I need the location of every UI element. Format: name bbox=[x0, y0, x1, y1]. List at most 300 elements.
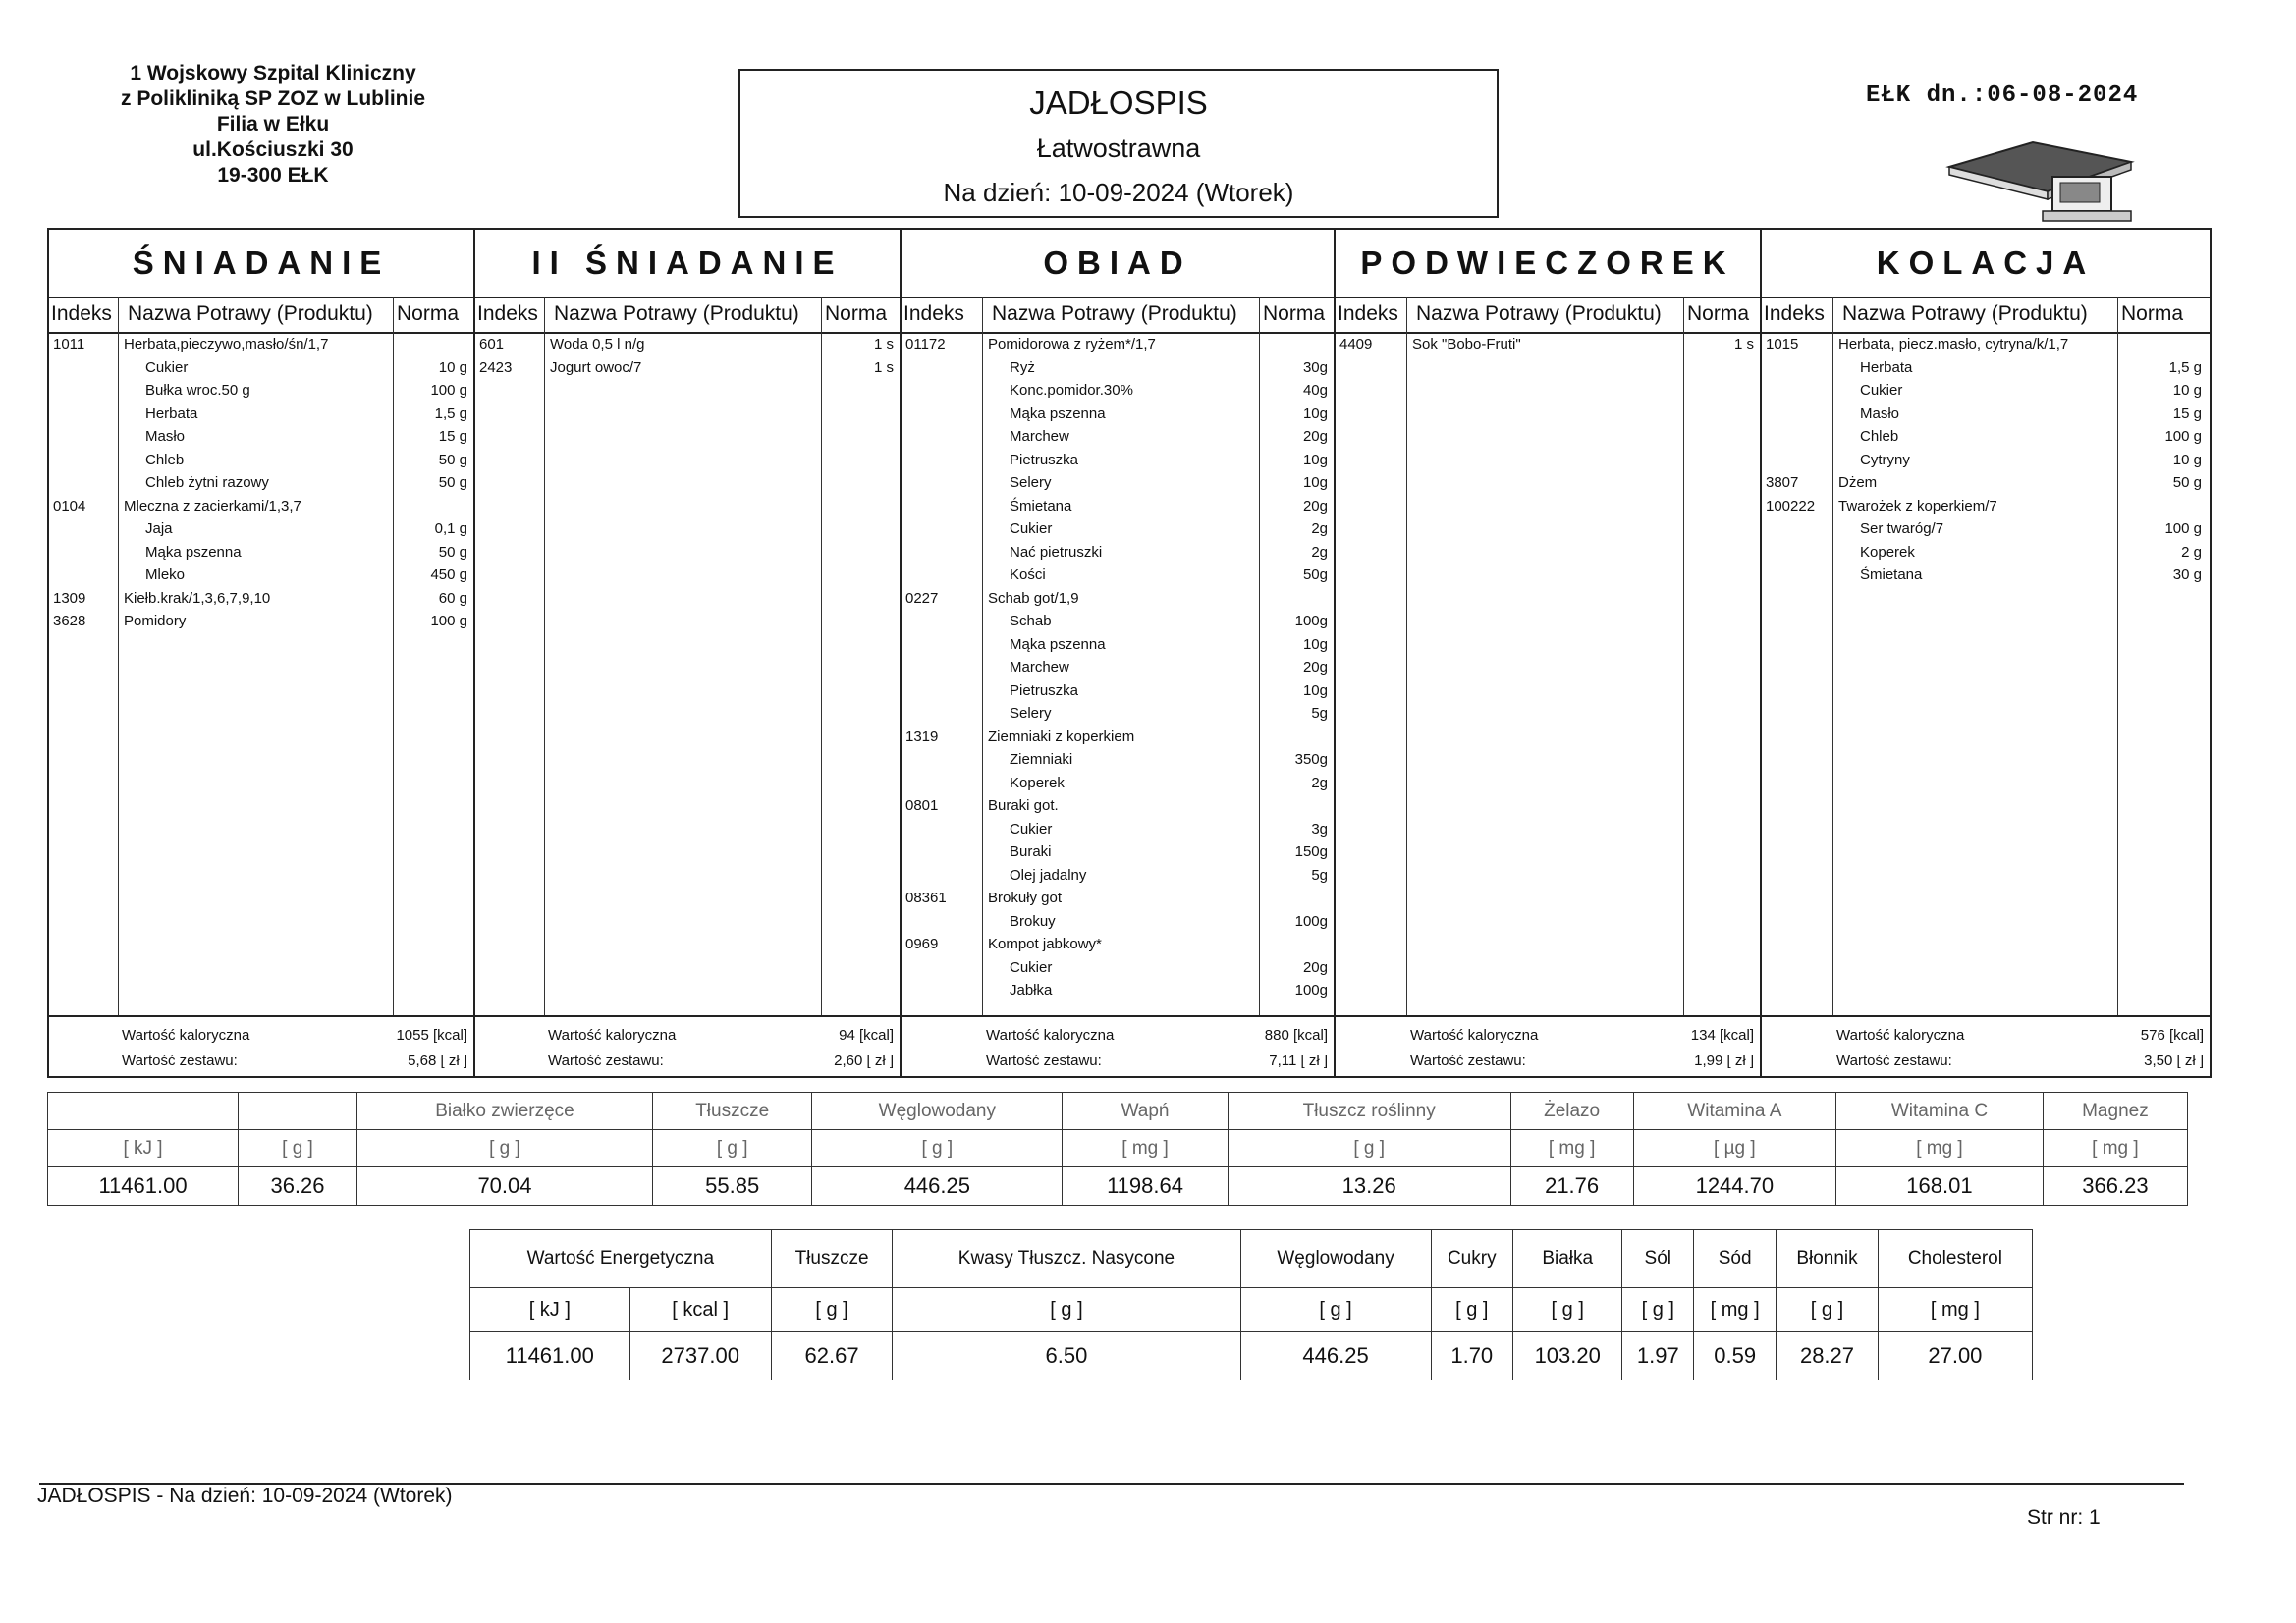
page-title: JADŁOSPIS bbox=[1029, 84, 1208, 121]
nutrient-header: Białko zwierzęce bbox=[356, 1093, 652, 1130]
item-norm: 1 s bbox=[873, 358, 894, 376]
list-item bbox=[902, 544, 1334, 568]
list-item bbox=[49, 590, 473, 614]
meal-column bbox=[1336, 230, 1762, 1076]
nutrient-value: 1198.64 bbox=[1063, 1167, 1229, 1206]
nutrition-table-1 bbox=[47, 1092, 2188, 1206]
nutrient-header: Białka bbox=[1512, 1230, 1621, 1288]
item-index: 0227 bbox=[905, 589, 939, 607]
item-name: Cukier bbox=[1010, 520, 1053, 537]
item-norm: 2g bbox=[1311, 520, 1328, 537]
item-norm: 450 g bbox=[430, 567, 467, 583]
list-item bbox=[49, 428, 473, 452]
item-name: Cytryny bbox=[1860, 451, 1910, 468]
list-item bbox=[902, 959, 1334, 983]
list-item bbox=[902, 406, 1334, 429]
nutrient-header: Cukry bbox=[1431, 1230, 1512, 1288]
list-item bbox=[49, 498, 473, 521]
item-norm: 2g bbox=[1311, 543, 1328, 561]
item-name: Ziemniaki bbox=[1010, 751, 1073, 768]
nutrient-unit: [ g ] bbox=[1228, 1130, 1510, 1167]
cost-value: 5,68 [ zł ] bbox=[408, 1053, 467, 1069]
item-name: Woda 0,5 l n/g bbox=[550, 336, 645, 352]
list-item bbox=[475, 359, 900, 383]
item-name: Marchew bbox=[1010, 428, 1069, 445]
cost-value: 7,11 [ zł ] bbox=[1269, 1053, 1328, 1069]
item-norm: 50 g bbox=[438, 451, 467, 468]
item-norm: 100 g bbox=[430, 613, 467, 629]
item-norm: 0,1 g bbox=[434, 520, 467, 537]
item-norm: 100 g bbox=[430, 382, 467, 399]
cost-value: 2,60 [ zł ] bbox=[834, 1053, 894, 1069]
column-headers bbox=[475, 297, 900, 334]
list-item bbox=[902, 729, 1334, 752]
item-index: 1015 bbox=[1766, 336, 1799, 352]
item-name: Mąka pszenna bbox=[1010, 405, 1106, 422]
nutrient-unit: [ kJ ] bbox=[470, 1288, 630, 1332]
item-name: Ziemniaki z koperkiem bbox=[988, 728, 1135, 745]
column-headers bbox=[902, 297, 1334, 334]
header-name: Nazwa Potrawy (Produktu) bbox=[1842, 302, 2088, 325]
meal-summary bbox=[49, 1015, 473, 1076]
nutrient-header: Magnez bbox=[2043, 1093, 2187, 1130]
nutrient-value: 0.59 bbox=[1694, 1332, 1777, 1380]
item-index: 08361 bbox=[905, 890, 947, 906]
list-item bbox=[49, 567, 473, 590]
nutrient-value: 1244.70 bbox=[1633, 1167, 1835, 1206]
header-norm: Norma bbox=[1263, 302, 1326, 325]
print-date: EŁK dn.:06-08-2024 bbox=[1866, 82, 2139, 109]
item-norm: 60 g bbox=[438, 589, 467, 607]
item-norm: 20g bbox=[1302, 659, 1328, 676]
item-name: Kompot jabkowy* bbox=[988, 936, 1102, 952]
nutrient-unit: [ mg ] bbox=[1063, 1130, 1229, 1167]
meal-items bbox=[49, 336, 473, 636]
item-norm: 150g bbox=[1294, 843, 1328, 860]
item-name: Kości bbox=[1010, 567, 1046, 583]
header-name: Nazwa Potrawy (Produktu) bbox=[1416, 302, 1662, 325]
nutrient-unit: [ mg ] bbox=[2043, 1130, 2187, 1167]
header-name: Nazwa Potrawy (Produktu) bbox=[554, 302, 799, 325]
meal-summary bbox=[902, 1015, 1334, 1076]
item-name: Chleb bbox=[145, 451, 185, 468]
meal-title: PODWIECZOREK bbox=[1336, 230, 1760, 298]
list-item bbox=[902, 359, 1334, 383]
header-name: Nazwa Potrawy (Produktu) bbox=[992, 302, 1237, 325]
nutrient-value: 62.67 bbox=[771, 1332, 893, 1380]
item-name: Herbata,pieczywo,masło/śn/1,7 bbox=[124, 336, 329, 352]
item-index: 3807 bbox=[1766, 474, 1799, 491]
hospital-line: z Polikliniką SP ZOZ w Lublinie bbox=[121, 87, 425, 110]
menu-grid bbox=[47, 228, 2212, 1078]
header-norm: Norma bbox=[825, 302, 888, 325]
item-norm: 10 g bbox=[438, 358, 467, 376]
item-index: 01172 bbox=[905, 336, 946, 352]
meal-items bbox=[475, 336, 900, 382]
item-norm: 20g bbox=[1302, 497, 1328, 514]
list-item bbox=[902, 821, 1334, 844]
nutrient-header: Witamina A bbox=[1633, 1093, 1835, 1130]
cost-value: 1,99 [ zł ] bbox=[1694, 1053, 1754, 1069]
footer-text: JADŁOSPIS - Na dzień: 10-09-2024 (Wtorek) bbox=[37, 1485, 453, 1507]
meal-column bbox=[49, 230, 475, 1076]
nutrient-header: Kwasy Tłuszcz. Nasycone bbox=[893, 1230, 1240, 1288]
nutrient-header: Błonnik bbox=[1777, 1230, 1879, 1288]
nutrient-unit: [ kJ ] bbox=[48, 1130, 239, 1167]
item-name: Schab bbox=[1010, 613, 1052, 629]
header-name: Nazwa Potrawy (Produktu) bbox=[128, 302, 373, 325]
item-norm: 10g bbox=[1302, 474, 1328, 491]
item-name: Bułka wroc.50 g bbox=[145, 382, 250, 399]
calories-label: Wartość kaloryczna bbox=[986, 1027, 1115, 1044]
list-item bbox=[1762, 544, 2210, 568]
list-item bbox=[49, 382, 473, 406]
nutrient-value: 55.85 bbox=[652, 1167, 811, 1206]
item-norm: 15 g bbox=[438, 428, 467, 445]
meal-summary bbox=[1762, 1015, 2210, 1076]
hospital-line: 19-300 EŁK bbox=[217, 164, 329, 187]
list-item bbox=[902, 682, 1334, 706]
item-norm: 50 g bbox=[438, 543, 467, 561]
meal-title: OBIAD bbox=[902, 230, 1334, 298]
column-divider bbox=[821, 297, 822, 1017]
nutrient-unit: [ kcal ] bbox=[629, 1288, 771, 1332]
list-item bbox=[902, 659, 1334, 682]
header-index: Indeks bbox=[1764, 302, 1825, 325]
list-item bbox=[49, 406, 473, 429]
item-name: Jabłka bbox=[1010, 982, 1053, 999]
column-headers bbox=[1336, 297, 1760, 334]
item-name: Selery bbox=[1010, 474, 1052, 491]
list-item bbox=[902, 913, 1334, 937]
item-norm: 3g bbox=[1311, 820, 1328, 838]
nutrient-unit: [ mg ] bbox=[1836, 1130, 2044, 1167]
nutrient-unit: [ g ] bbox=[812, 1130, 1063, 1167]
nutrient-value: 446.25 bbox=[1240, 1332, 1431, 1380]
nutrient-unit: [ g ] bbox=[356, 1130, 652, 1167]
calories-label: Wartość kaloryczna bbox=[548, 1027, 677, 1044]
item-name: Masło bbox=[145, 428, 186, 445]
nutrient-header: Sól bbox=[1622, 1230, 1694, 1288]
nutrient-unit: [ g ] bbox=[239, 1130, 357, 1167]
item-norm: 30g bbox=[1302, 358, 1328, 376]
nutrient-unit: [ g ] bbox=[652, 1130, 811, 1167]
list-item bbox=[49, 520, 473, 544]
item-name: Brokuy bbox=[1010, 912, 1056, 930]
item-norm: 15 g bbox=[2172, 405, 2202, 422]
item-name: Marchew bbox=[1010, 659, 1069, 676]
item-norm: 50 g bbox=[438, 474, 467, 491]
list-item bbox=[49, 544, 473, 568]
list-item bbox=[1762, 520, 2210, 544]
meal-items bbox=[1762, 336, 2210, 590]
item-name: Śmietana bbox=[1860, 567, 1923, 583]
item-name: Koperek bbox=[1010, 774, 1065, 791]
list-item bbox=[902, 705, 1334, 729]
list-item bbox=[902, 428, 1334, 452]
item-norm: 100 g bbox=[2164, 428, 2202, 445]
nutrient-unit: [ g ] bbox=[893, 1288, 1240, 1332]
calories-value: 880 [kcal] bbox=[1264, 1027, 1328, 1044]
nutrient-header bbox=[239, 1093, 357, 1130]
computer-book-icon bbox=[1944, 137, 2141, 226]
meal-summary bbox=[1336, 1015, 1760, 1076]
nutrient-value: 11461.00 bbox=[470, 1332, 630, 1380]
header-index: Indeks bbox=[477, 302, 538, 325]
nutrient-unit: [ mg ] bbox=[1510, 1130, 1633, 1167]
diet-name: Łatwostrawna bbox=[1036, 134, 1201, 163]
item-norm: 50 g bbox=[2172, 474, 2202, 491]
column-divider bbox=[1683, 297, 1684, 1017]
nutrient-value: 446.25 bbox=[812, 1167, 1063, 1206]
nutrient-value: 2737.00 bbox=[629, 1332, 771, 1380]
header-index: Indeks bbox=[51, 302, 112, 325]
item-norm: 350g bbox=[1294, 751, 1328, 768]
item-index: 1309 bbox=[53, 589, 86, 607]
item-norm: 100g bbox=[1294, 982, 1328, 999]
item-name: Masło bbox=[1860, 405, 1900, 422]
list-item bbox=[1762, 406, 2210, 429]
item-index: 3628 bbox=[53, 613, 86, 629]
item-name: Twarożek z koperkiem/7 bbox=[1838, 497, 1997, 514]
list-item bbox=[902, 797, 1334, 821]
item-name: Buraki bbox=[1010, 843, 1052, 860]
item-name: Pomidory bbox=[124, 613, 187, 629]
page-number: Str nr: 1 bbox=[2027, 1506, 2101, 1529]
item-norm: 1,5 g bbox=[2168, 358, 2202, 376]
nutrient-value: 103.20 bbox=[1512, 1332, 1621, 1380]
cost-label: Wartość zestawu: bbox=[548, 1053, 664, 1069]
nutrient-header: Witamina C bbox=[1836, 1093, 2044, 1130]
item-name: Mąka pszenna bbox=[145, 543, 242, 561]
calories-value: 1055 [kcal] bbox=[396, 1027, 467, 1044]
item-name: Konc.pomidor.30% bbox=[1010, 382, 1133, 399]
list-item bbox=[902, 751, 1334, 775]
nutrient-value: 21.76 bbox=[1510, 1167, 1633, 1206]
nutrient-value: 13.26 bbox=[1228, 1167, 1510, 1206]
meal-items bbox=[902, 336, 1334, 1005]
item-index: 601 bbox=[479, 336, 505, 352]
item-name: Pietruszka bbox=[1010, 681, 1079, 699]
item-name: Pomidorowa z ryżem*/1,7 bbox=[988, 336, 1156, 352]
nutrient-value: 70.04 bbox=[356, 1167, 652, 1206]
item-index: 1319 bbox=[905, 728, 939, 745]
item-name: Pietruszka bbox=[1010, 451, 1079, 468]
item-norm: 1 s bbox=[873, 336, 894, 352]
list-item bbox=[902, 982, 1334, 1005]
item-norm: 100 g bbox=[2164, 520, 2202, 537]
list-item bbox=[1336, 336, 1760, 359]
item-norm: 100g bbox=[1294, 912, 1328, 930]
hospital-line: 1 Wojskowy Szpital Kliniczny bbox=[130, 62, 416, 84]
nutrient-unit: [ µg ] bbox=[1633, 1130, 1835, 1167]
nutrient-value: 36.26 bbox=[239, 1167, 357, 1206]
header-norm: Norma bbox=[1687, 302, 1750, 325]
item-name: Koperek bbox=[1860, 543, 1915, 561]
meal-title: ŚNIADANIE bbox=[49, 230, 473, 298]
list-item bbox=[902, 613, 1334, 636]
item-name: Sok "Bobo-Fruti" bbox=[1412, 336, 1521, 352]
hospital-line: Filia w Ełku bbox=[216, 113, 330, 135]
nutrient-value: 1.70 bbox=[1431, 1332, 1512, 1380]
nutrient-header: Żelazo bbox=[1510, 1093, 1633, 1130]
cost-value: 3,50 [ zł ] bbox=[2144, 1053, 2204, 1069]
item-name: Mąka pszenna bbox=[1010, 635, 1106, 653]
item-name: Cukier bbox=[1860, 382, 1903, 399]
nutrient-header: Tłuszcze bbox=[771, 1230, 893, 1288]
list-item bbox=[902, 936, 1334, 959]
header-index: Indeks bbox=[903, 302, 964, 325]
list-item bbox=[902, 775, 1334, 798]
nutrient-header: Węglowodany bbox=[812, 1093, 1063, 1130]
item-name: Cukier bbox=[1010, 958, 1053, 976]
item-norm: 20g bbox=[1302, 428, 1328, 445]
header-index: Indeks bbox=[1338, 302, 1398, 325]
list-item bbox=[1762, 336, 2210, 359]
list-item bbox=[902, 498, 1334, 521]
list-item bbox=[902, 474, 1334, 498]
list-item bbox=[902, 567, 1334, 590]
item-name: Buraki got. bbox=[988, 797, 1059, 814]
list-item bbox=[902, 636, 1334, 660]
calories-label: Wartość kaloryczna bbox=[1836, 1027, 1965, 1044]
cost-label: Wartość zestawu: bbox=[1836, 1053, 1952, 1069]
item-norm: 10 g bbox=[2172, 451, 2202, 468]
item-name: Jaja bbox=[145, 520, 173, 537]
nutrient-value: 11461.00 bbox=[48, 1167, 239, 1206]
item-norm: 5g bbox=[1311, 705, 1328, 722]
nutrient-unit: [ g ] bbox=[1431, 1288, 1512, 1332]
nutrient-value: 366.23 bbox=[2043, 1167, 2187, 1206]
item-index: 0801 bbox=[905, 797, 939, 814]
list-item bbox=[49, 336, 473, 359]
header-norm: Norma bbox=[397, 302, 460, 325]
nutrient-unit: [ g ] bbox=[1240, 1288, 1431, 1332]
item-name: Jogurt owoc/7 bbox=[550, 358, 642, 376]
list-item bbox=[902, 590, 1334, 614]
item-norm: 1 s bbox=[1733, 336, 1754, 352]
column-headers bbox=[49, 297, 473, 334]
list-item bbox=[902, 867, 1334, 891]
list-item bbox=[902, 452, 1334, 475]
nutrient-value: 27.00 bbox=[1878, 1332, 2032, 1380]
meal-summary bbox=[475, 1015, 900, 1076]
header-norm: Norma bbox=[2121, 302, 2184, 325]
cost-label: Wartość zestawu: bbox=[122, 1053, 238, 1069]
item-name: Herbata bbox=[1860, 358, 1913, 376]
item-norm: 10g bbox=[1302, 635, 1328, 653]
nutrient-header: Wapń bbox=[1063, 1093, 1229, 1130]
item-norm: 1,5 g bbox=[434, 405, 467, 422]
list-item bbox=[1762, 567, 2210, 590]
item-norm: 50g bbox=[1302, 567, 1328, 583]
item-index: 0969 bbox=[905, 936, 939, 952]
item-norm: 2 g bbox=[2181, 543, 2202, 561]
column-headers bbox=[1762, 297, 2210, 334]
meal-title: KOLACJA bbox=[1762, 230, 2210, 298]
item-norm: 30 g bbox=[2172, 567, 2202, 583]
item-name: Cukier bbox=[145, 358, 189, 376]
meal-column bbox=[475, 230, 902, 1076]
item-name: Olej jadalny bbox=[1010, 866, 1087, 884]
nutrient-header: Sód bbox=[1694, 1230, 1777, 1288]
nutrient-unit: [ g ] bbox=[1512, 1288, 1621, 1332]
item-index: 0104 bbox=[53, 497, 86, 514]
list-item bbox=[902, 890, 1334, 913]
item-norm: 10g bbox=[1302, 405, 1328, 422]
item-name: Chleb żytni razowy bbox=[145, 474, 269, 491]
item-norm: 5g bbox=[1311, 866, 1328, 884]
list-item bbox=[1762, 428, 2210, 452]
item-name: Brokuły got bbox=[988, 890, 1063, 906]
list-item bbox=[475, 336, 900, 359]
nutrient-header: Wartość Energetyczna bbox=[470, 1230, 772, 1288]
nutrient-header: Cholesterol bbox=[1878, 1230, 2032, 1288]
menu-date: Na dzień: 10-09-2024 (Wtorek) bbox=[943, 178, 1294, 207]
item-index: 4409 bbox=[1339, 336, 1373, 352]
item-norm: 10 g bbox=[2172, 382, 2202, 399]
list-item bbox=[902, 336, 1334, 359]
list-item bbox=[1762, 382, 2210, 406]
list-item bbox=[902, 520, 1334, 544]
cost-label: Wartość zestawu: bbox=[986, 1053, 1102, 1069]
nutrient-unit: [ g ] bbox=[771, 1288, 893, 1332]
list-item bbox=[49, 359, 473, 383]
nutrient-unit: [ g ] bbox=[1622, 1288, 1694, 1332]
item-name: Chleb bbox=[1860, 428, 1899, 445]
item-norm: 10g bbox=[1302, 451, 1328, 468]
nutrient-header: Tłuszcze bbox=[652, 1093, 811, 1130]
nutrient-header bbox=[48, 1093, 239, 1130]
item-name: Mleczna z zacierkami/1,3,7 bbox=[124, 497, 301, 514]
cost-label: Wartość zestawu: bbox=[1410, 1053, 1526, 1069]
nutrient-unit: [ mg ] bbox=[1878, 1288, 2032, 1332]
item-name: Ryż bbox=[1010, 358, 1035, 376]
list-item bbox=[49, 613, 473, 636]
calories-label: Wartość kaloryczna bbox=[122, 1027, 250, 1044]
item-name: Nać pietruszki bbox=[1010, 543, 1103, 561]
item-index: 100222 bbox=[1766, 497, 1816, 514]
meal-column bbox=[902, 230, 1336, 1076]
list-item bbox=[1762, 359, 2210, 383]
item-name: Mleko bbox=[145, 567, 186, 583]
item-norm: 2g bbox=[1311, 774, 1328, 791]
title-box bbox=[738, 69, 1499, 218]
meal-column bbox=[1762, 230, 2210, 1076]
column-divider bbox=[544, 297, 545, 1017]
list-item bbox=[902, 382, 1334, 406]
item-name: Selery bbox=[1010, 705, 1052, 722]
item-name: Herbata, piecz.masło, cytryna/k/1,7 bbox=[1838, 336, 2069, 352]
list-item bbox=[902, 843, 1334, 867]
item-name: Śmietana bbox=[1010, 497, 1072, 514]
nutrient-value: 28.27 bbox=[1777, 1332, 1879, 1380]
list-item bbox=[1762, 474, 2210, 498]
meal-items bbox=[1336, 336, 1760, 359]
list-item bbox=[1762, 452, 2210, 475]
list-item bbox=[49, 474, 473, 498]
nutrient-unit: [ g ] bbox=[1777, 1288, 1879, 1332]
item-norm: 20g bbox=[1302, 958, 1328, 976]
item-name: Dżem bbox=[1838, 474, 1878, 491]
item-name: Cukier bbox=[1010, 820, 1053, 838]
nutrient-unit: [ mg ] bbox=[1694, 1288, 1777, 1332]
item-name: Schab got/1,9 bbox=[988, 589, 1079, 607]
item-index: 2423 bbox=[479, 358, 513, 376]
nutrition-table-2 bbox=[469, 1229, 2033, 1380]
calories-value: 134 [kcal] bbox=[1690, 1027, 1754, 1044]
nutrient-value: 1.97 bbox=[1622, 1332, 1694, 1380]
